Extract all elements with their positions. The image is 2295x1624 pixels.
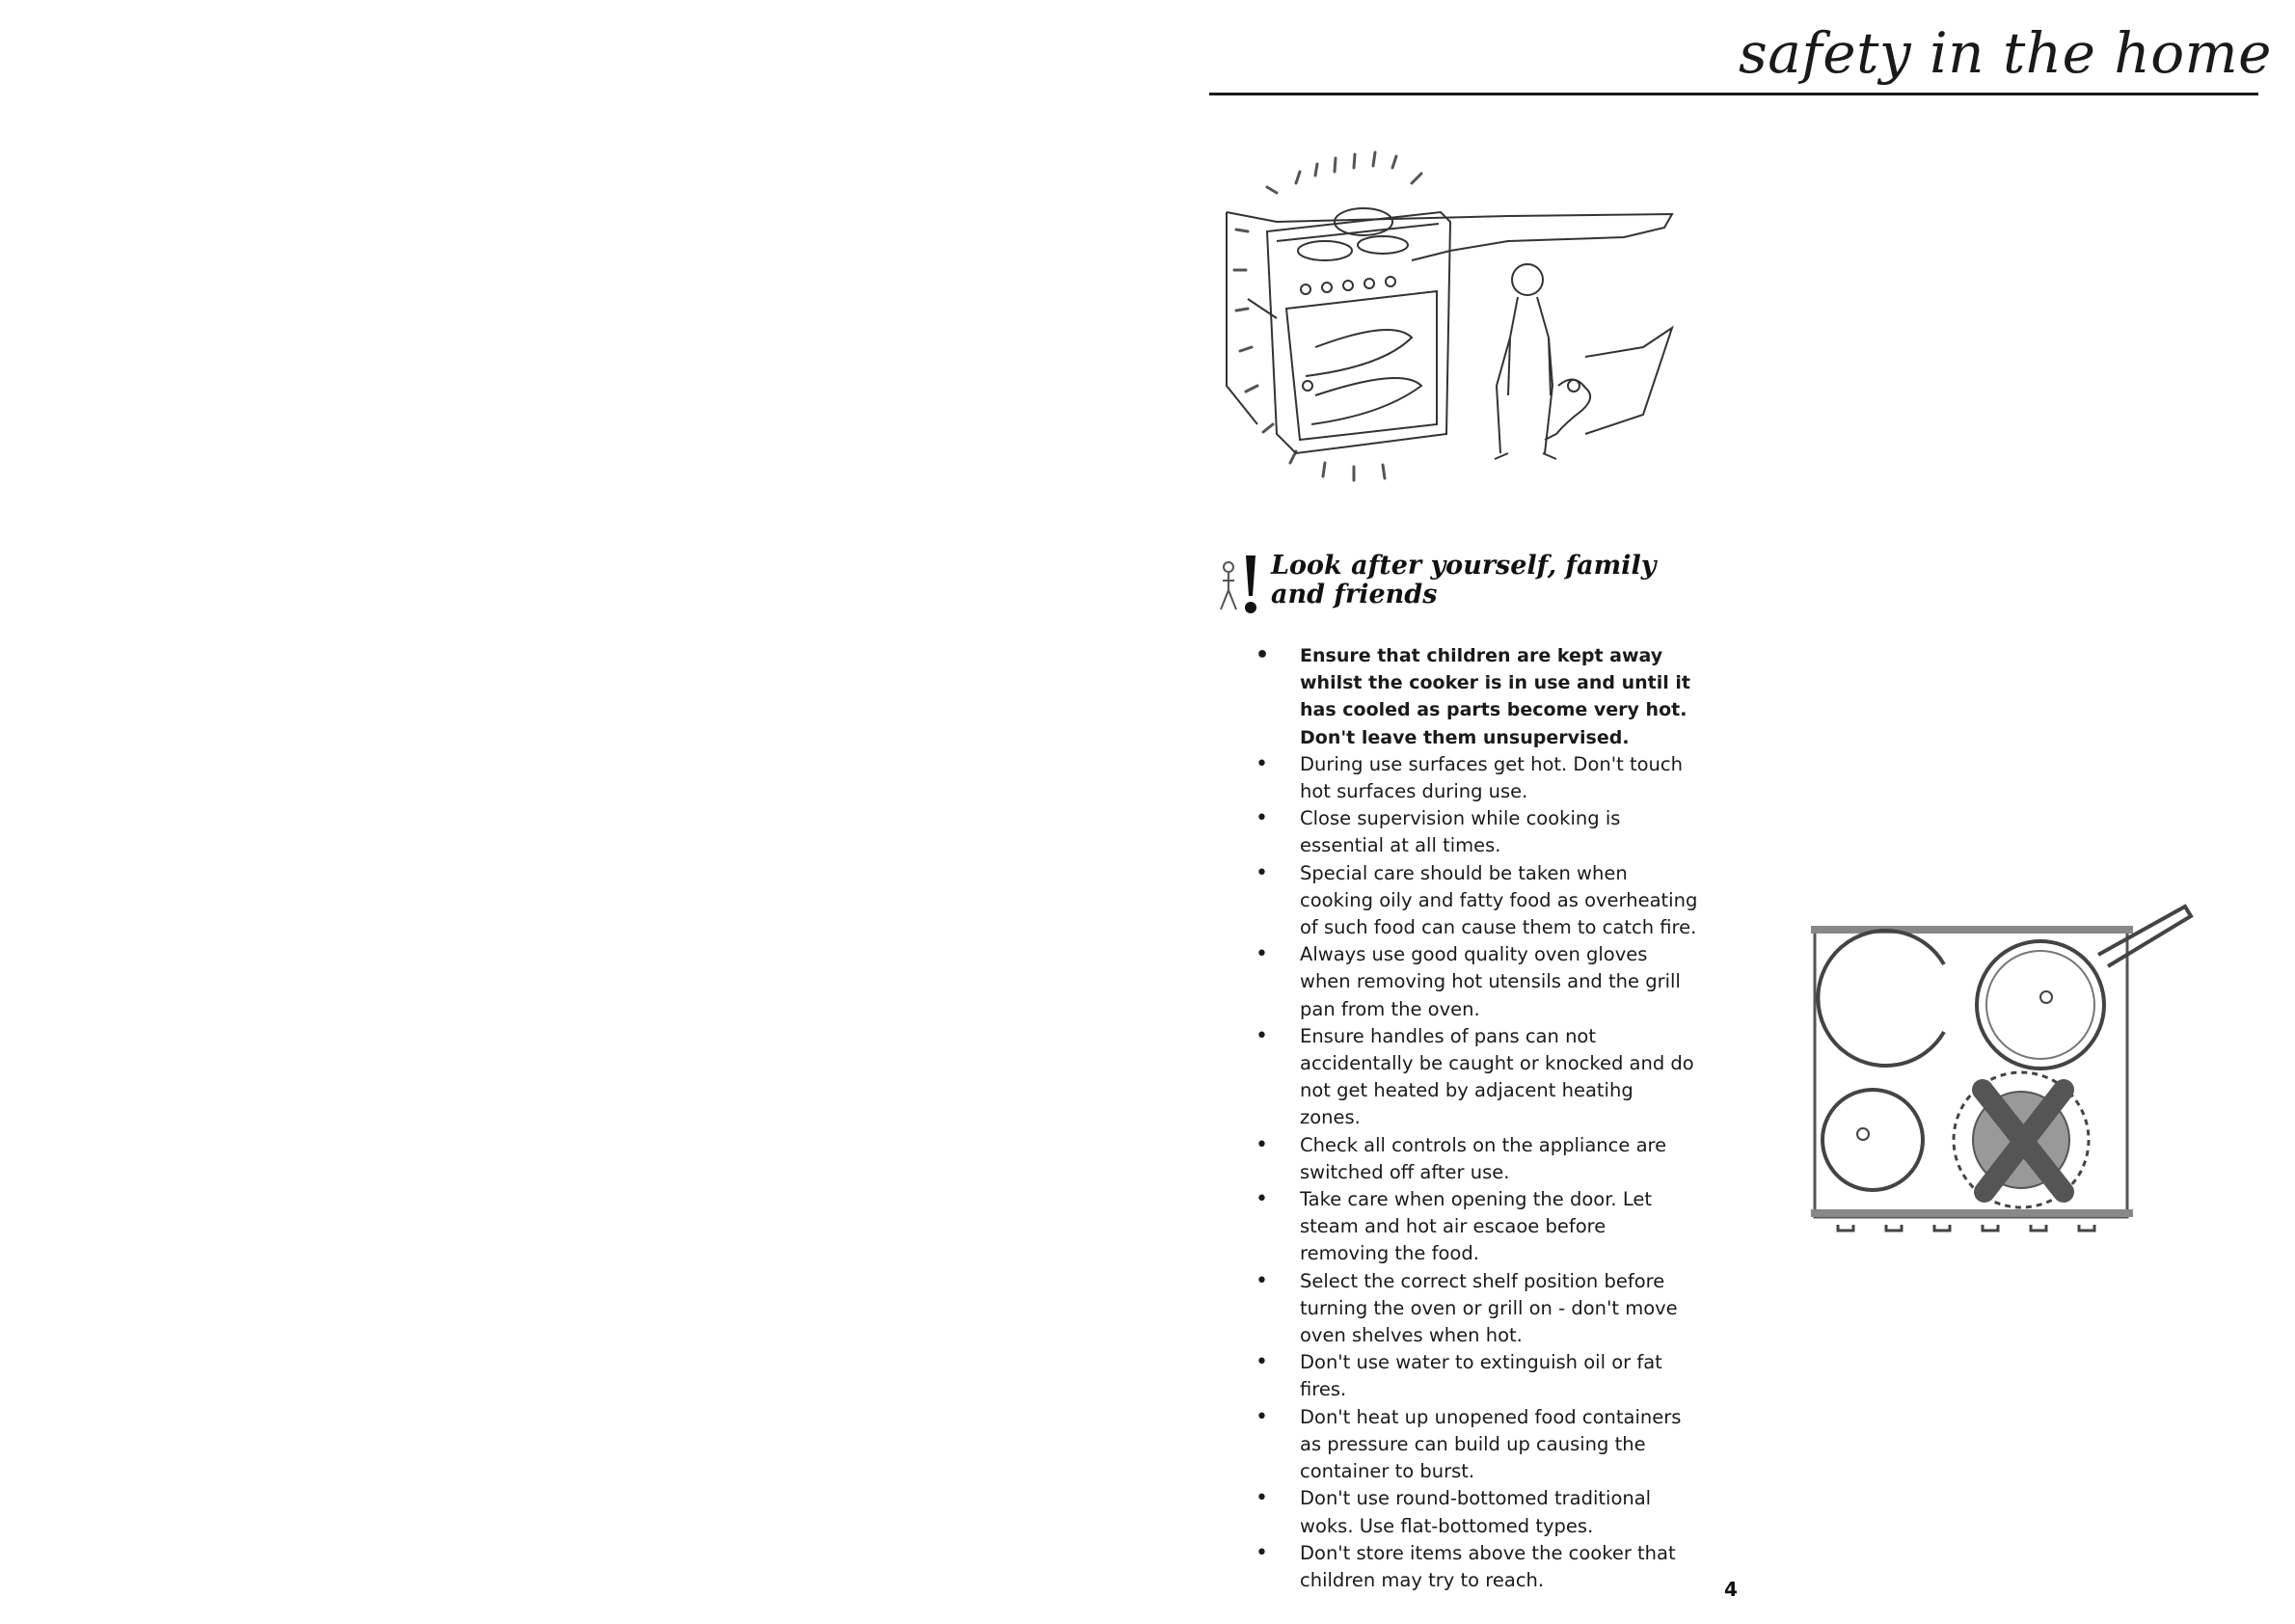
list-item: • Don't use round-bottomed traditional woks. Use flat-bottomed types. [1256,1485,1699,1539]
safety-list [1256,642,1699,1594]
list-item: • Special care should be taken when cooking oily and fatty food as overheating of such food can cause them to catch fire. [1256,860,1699,942]
list-item: • Don't heat up unopened food containers as pressure can build up causing the container to burst. [1256,1404,1699,1486]
cooker-with-child-illustration [1219,145,1740,511]
list-item: • During use surfaces get hot. Don't touch hot surfaces during use. [1256,751,1699,805]
list-item: • Don't store items above the cooker that children may try to reach. [1256,1540,1699,1594]
list-item: • Close supervision while cooking is essential at all times. [1256,805,1699,859]
list-item: • Don't use water to extinguish oil or fat fires. [1256,1349,1699,1403]
list-item: • Always use good quality oven gloves when removing hot utensils and the grill pan from the oven. [1256,941,1699,1023]
warning-exclamation-icon [1211,552,1265,626]
section-heading: Look after yourself, family and friends [1271,551,1657,609]
list-item: • Take care when opening the door. Let steam and hot air escaoe before removing the food. [1256,1186,1699,1268]
hob-crossed-out-illustration [1809,897,2199,1234]
list-item: • Select the correct shelf position before turning the oven or grill on - don't move oven shelves when hot. [1256,1268,1699,1350]
title-divider [1209,93,2258,95]
page-number: 4 [1724,1578,1738,1601]
list-item: • Check all controls on the appliance are switched off after use. [1256,1132,1699,1186]
page-title: safety in the home [1738,20,2272,86]
list-item: • Ensure handles of pans can not accidentally be caught or knocked and do not get heated by adjacent heatihg zones. [1256,1023,1699,1132]
list-item: • Ensure that children are kept away whilst the cooker is in use and until it has cooled as parts become very hot. Don't leave them unsupervised. [1256,642,1699,751]
